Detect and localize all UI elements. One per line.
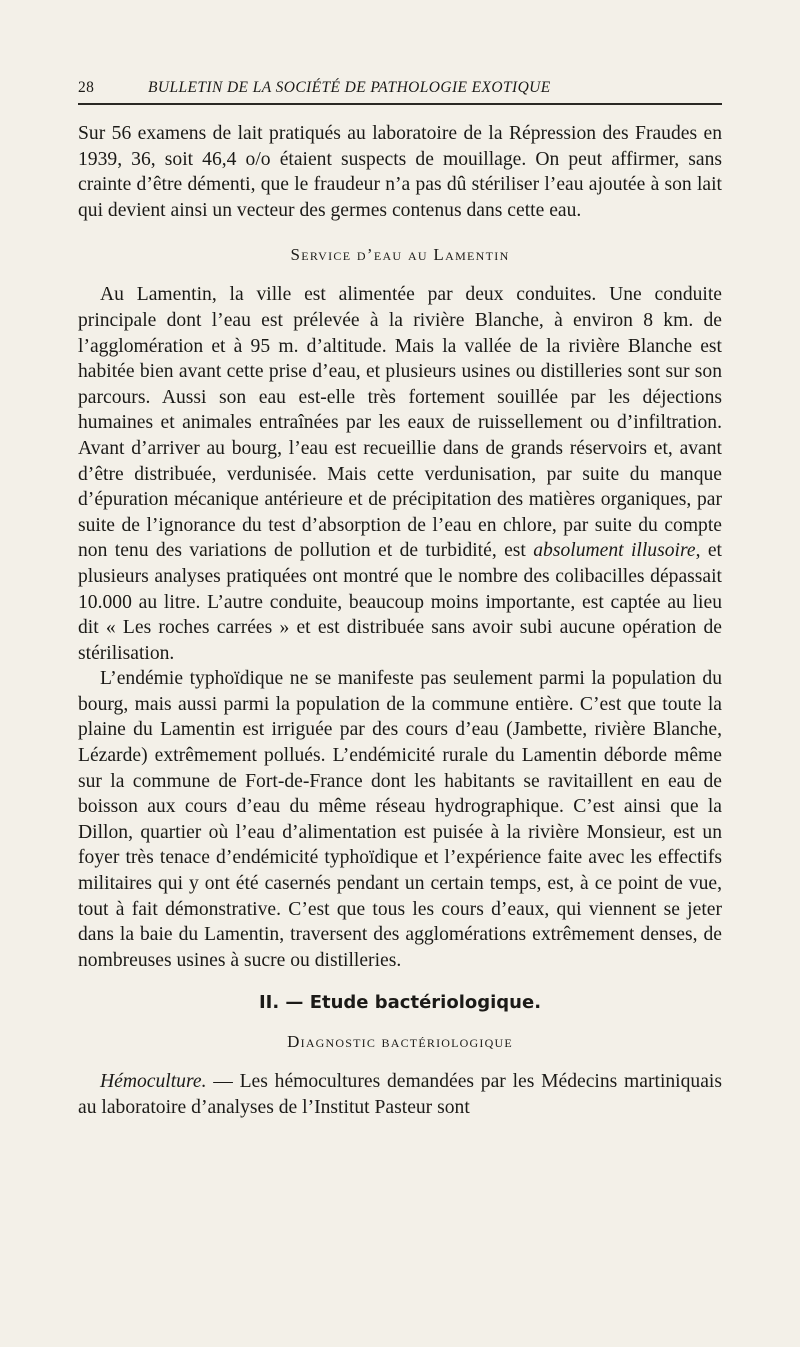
- paragraph-text: — Les hémocultures demandées par les Médecins martiniquais au laboratoire d’analyses de l’Institut Pasteur sont: [78, 1071, 722, 1118]
- page-number: 28: [78, 79, 95, 96]
- paragraph-text: , et plusieurs analyses pratiquées ont montré que le nombre des colibacilles dépassait 10.000 au litre. L’autre conduite, beaucoup moins importante, est captée au lieu dit « Les roches carrées » et est distribuée sans avoir subi aucune opération de stérilisation.: [78, 540, 722, 664]
- running-head: [78, 78, 722, 105]
- journal-title: BULLETIN DE LA SOCIÉTÉ DE PATHOLOGIE EXOTIQUE: [148, 79, 551, 96]
- run-in-heading: Hémoculture.: [100, 1071, 207, 1093]
- section-heading-water-service: Service d’eau au Lamentin: [290, 245, 510, 265]
- paragraph-lamentin-water: [78, 282, 722, 666]
- paragraph-typhoid-endemic: L’endémie typhoïdique ne se manifeste pas seulement parmi la population du bourg, mais aussi parmi la population de la commune entière. C’est que toute la plaine du Lamentin est irriguée par des cours d’eau (Jambette, rivière Blanche, Lézarde) extrêmement pollués. L’endémicité rurale du Lamentin déborde même sur la commune de Fort-de-France dont les habitants se ravitaillent en eau de boisson aux cours d’eau du même réseau hydrographique. C’est ainsi que la Dillon, quartier où l’eau d’alimentation est puisée à la rivière Monsieur, est un foyer très tenace d’endémicité typhoïdique et l’expérience faite avec les effectifs militaires qui y ont été casernés pendant un certain temps, est, à ce point de vue, tout à fait démonstrative. C’est que tous les cours d’eaux, qui viennent se jeter dans la baie du Lamentin, traversent des agglomérations extrêmement denses, de nombreuses usines à sucre ou distilleries.: [78, 668, 722, 971]
- section-heading-diagnostic: Diagnostic bactériologique: [287, 1032, 513, 1052]
- paragraph-milk-fraud: Sur 56 examens de lait pratiqués au laboratoire de la Répression des Fraudes en 1939, 36, soit 46,4 o/o étaient suspects de mouillage. On peut affirmer, sans crainte d’être démenti, que le fraudeur n’a pas dû stériliser l’eau ajoutée à son lait qui devient ainsi un vecteur des germes contenus dans cette eau.: [78, 123, 722, 221]
- emphasis-text: absolument illusoire: [533, 540, 696, 562]
- chapter-heading-bacteriology: II. — Etude bactériologique.: [258, 992, 542, 1014]
- paragraph-text: Au Lamentin, la ville est alimentée par deux conduites. Une conduite principale dont l’eau est prélevée à la rivière Blanche, à environ 8 km. de l’agglomération et à 95 m. d’altitude. Mais la vallée de la rivière Blanche est habitée bien avant cette prise d’eau, et plusieurs usines ou distilleries sont sur son parcours. Aussi son eau est-elle très fortement souillée par les déjections humaines et animales entraînées par les eaux de ruissellement ou d’infiltration. Avant d’arriver au bourg, l’eau est recueillie dans de grands réservoirs et, avant d’être distribuée, verdunisée. Mais cette verdunisation, par suite du manque d’épuration mécanique antérieure et de précipitation des matières organiques, par suite de l’ignorance du test d’absorption de l’eau en chlore, par suite du compte non tenu des variations de pollution et de turbidité, est: [78, 284, 722, 562]
- paragraph-hemoculture: [78, 1069, 722, 1120]
